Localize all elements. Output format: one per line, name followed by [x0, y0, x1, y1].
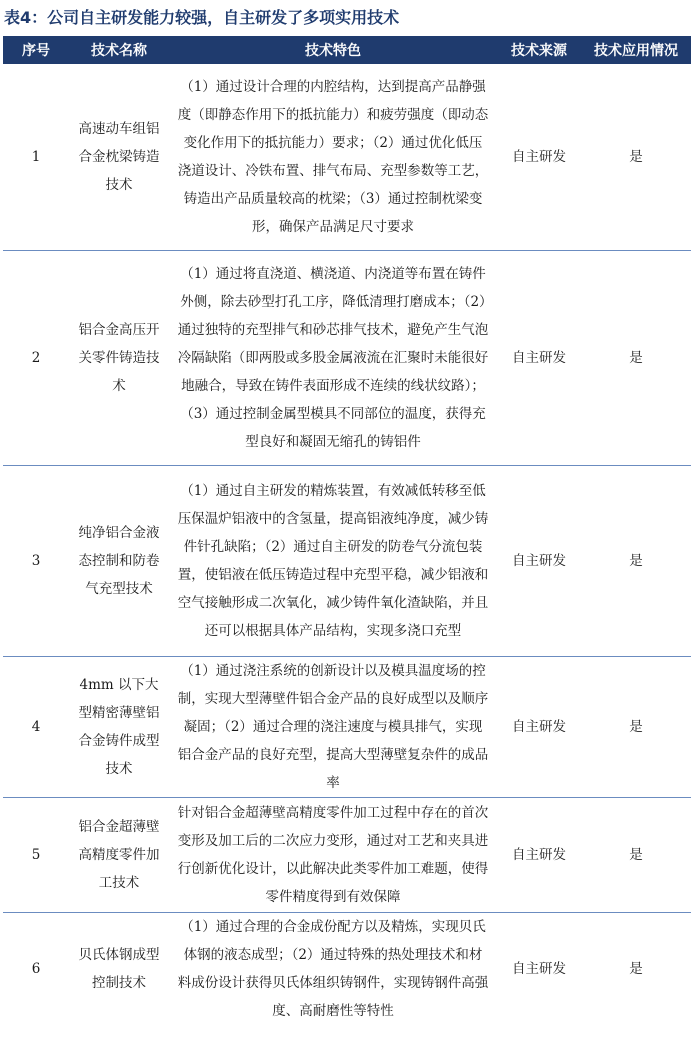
table-row	[3, 913, 691, 1026]
row-source: 自主研发	[497, 466, 581, 657]
row-feature: （1）通过设计合理的内腔结构，达到提高产品静强度（即静态作用下的抵抗能力）和疲劳强度（即动态变化作用下的抵抗能力）要求；（2）通过优化低压浇道设计、冷铁布置、排气布局、充型参数等工艺，铸造出产品质量较高的枕梁；（3）通过控制枕梁变形，确保产品满足尺寸要求	[169, 64, 497, 251]
row-application: 是	[581, 64, 691, 251]
row-source: 自主研发	[497, 64, 581, 251]
header-source: 技术来源	[497, 36, 581, 64]
table-row	[3, 466, 691, 657]
row-name: 铝合金超薄壁高精度零件加工技术	[69, 798, 169, 913]
row-name: 高速动车组铝合金枕梁铸造技术	[69, 64, 169, 251]
row-feature: （1）通过合理的合金成份配方以及精炼，实现贝氏体钢的液态成型；（2）通过特殊的热处理技术和材料成份设计获得贝氏体组织铸钢件，实现铸钢件高强度、高耐磨性等特性	[177, 919, 489, 1019]
table-row	[3, 251, 691, 466]
table-row	[3, 798, 691, 913]
row-feature: （1）通过自主研发的精炼装置，有效减低转移至低压保温炉铝液中的含氢量，提高铝液纯净度，减少铸件针孔缺陷；（2）通过自主研发的防卷气分流包装置，使铝液在低压铸造过程中充型平稳，减少铝液和空气接触形成二次氧化，减少铸件氧化渣缺陷，并且还可以根据具体产品结构，实现多浇口充型	[169, 466, 497, 657]
table-title: 表4：公司自主研发能力较强，自主研发了多项实用技术	[4, 8, 400, 27]
row-seq: 2	[3, 251, 69, 466]
row-name: 贝氏体钢成型控制技术	[78, 947, 160, 991]
row-application: 是	[581, 657, 691, 798]
row-seq: 6	[31, 961, 41, 977]
technology-table	[3, 36, 691, 1025]
row-source: 自主研发	[497, 657, 581, 798]
row-feature: （1）通过浇注系统的创新设计以及模具温度场的控制，实现大型薄壁件铝合金产品的良好成型以及顺序凝固；（2）通过合理的浇注速度与模具排气，实现铝合金产品的良好充型，提高大型薄壁复杂件的成品率	[169, 657, 497, 798]
row-name: 纯净铝合金液态控制和防卷气充型技术	[69, 466, 169, 657]
header-feature: 技术特色	[169, 36, 497, 64]
row-name: 4mm 以下大型精密薄壁铝合金铸件成型技术	[69, 657, 169, 798]
row-name: 铝合金高压开关零件铸造技术	[69, 251, 169, 466]
row-source: 自主研发	[512, 961, 566, 977]
table-row	[3, 64, 691, 251]
row-source: 自主研发	[497, 251, 581, 466]
table-row	[3, 657, 691, 798]
row-source: 自主研发	[497, 798, 581, 913]
row-application: 是	[581, 466, 691, 657]
header-row	[3, 36, 691, 64]
row-application: 是	[581, 251, 691, 466]
row-application: 是	[581, 798, 691, 913]
row-feature: 针对铝合金超薄壁高精度零件加工过程中存在的首次变形及加工后的二次应力变形，通过对工艺和夹具进行创新优化设计，以此解决此类零件加工难题，使得零件精度得到有效保障	[169, 798, 497, 913]
row-seq: 5	[3, 798, 69, 913]
row-seq: 1	[3, 64, 69, 251]
header-application: 技术应用情况	[581, 36, 691, 64]
row-feature: （1）通过将直浇道、横浇道、内浇道等布置在铸件外侧，除去砂型打孔工序，降低清理打磨成本；（2）通过独特的充型排气和砂芯排气技术，避免产生气泡冷隔缺陷（即两股或多股金属液流在汇聚时未能很好地融合，导致在铸件表面形成不连续的线状纹路）；（3）通过控制金属型模具不同部位的温度，获得充型良好和凝固无缩孔的铸铝件	[169, 251, 497, 466]
row-seq: 4	[3, 657, 69, 798]
row-seq: 3	[3, 466, 69, 657]
header-seq: 序号	[3, 36, 69, 64]
header-name: 技术名称	[69, 36, 169, 64]
row-application: 是	[629, 961, 643, 977]
